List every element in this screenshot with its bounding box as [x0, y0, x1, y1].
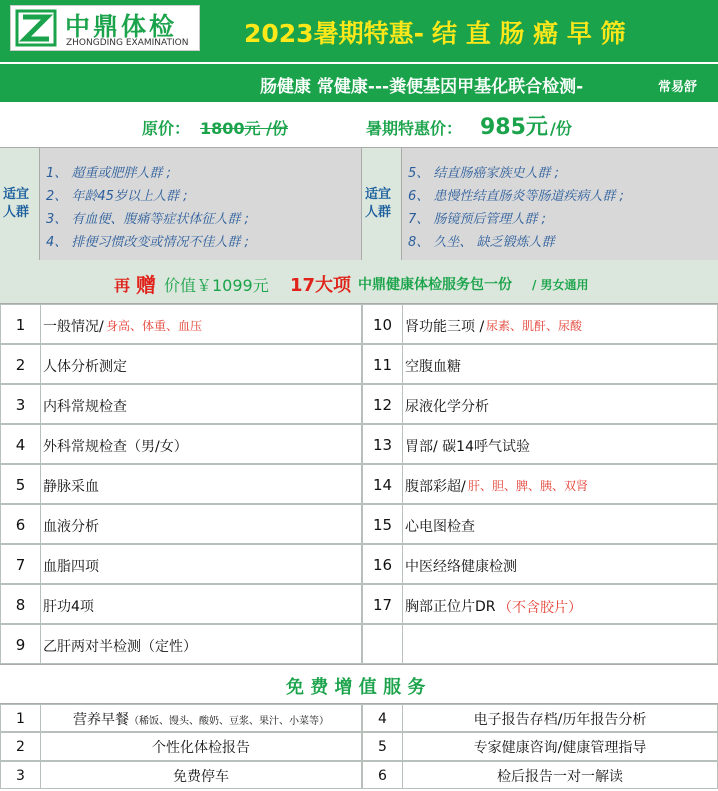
gift-value: 价值￥1099元	[164, 276, 269, 295]
service-row	[362, 704, 718, 732]
service-row	[0, 732, 362, 760]
service-number: 1	[1, 705, 41, 731]
item-number: 2	[1, 345, 41, 383]
gift-give: 赠	[136, 273, 156, 297]
service-row	[0, 704, 362, 732]
table-row	[362, 344, 718, 384]
service-number: 2	[1, 733, 41, 759]
item-number: 16	[363, 545, 403, 583]
sale-price-value: 985元	[480, 115, 548, 140]
service-row	[362, 761, 718, 789]
table-row	[0, 504, 362, 544]
item-label: 肝功4项	[43, 599, 94, 615]
price-row	[0, 102, 718, 148]
orig-price-value: 1800元 /份	[200, 119, 288, 138]
item-label: 乙肝两对半检测（定性）	[43, 639, 197, 655]
item-number: 15	[363, 505, 403, 543]
item-label: 静脉采血	[43, 479, 99, 495]
gift-count: 17大项	[290, 275, 352, 296]
item-label: 中医经络健康检测	[405, 559, 517, 575]
item-number: 13	[363, 425, 403, 463]
table-row	[0, 304, 362, 344]
item-label: 一般情况/	[43, 319, 104, 335]
table-row	[0, 544, 362, 584]
free-title-row	[0, 664, 718, 704]
suitable-item: 3、 有血便、腹痛等症状体征人群 ;	[46, 212, 249, 227]
suitable-label-left: 适宜 人群	[3, 187, 30, 220]
subtitle-main: 肠健康 常健康---粪便基因甲基化联合检测-	[260, 77, 584, 97]
banner-year: 2023暑期特惠-	[244, 19, 424, 48]
item-label: 肾功能三项 /	[405, 319, 485, 335]
item-number: 5	[1, 465, 41, 503]
logo-mark-icon	[15, 9, 59, 49]
table-row	[362, 544, 718, 584]
item-number: 7	[1, 545, 41, 583]
sale-price-unit: /份	[550, 119, 572, 138]
item-detail: 肝、胆、脾、胰、双肾	[468, 479, 589, 493]
item-label: 血脂四项	[43, 559, 99, 575]
item-number: 8	[1, 585, 41, 623]
gift-package: 中鼎健康体检服务包一份	[358, 277, 512, 293]
items-table	[0, 304, 718, 664]
item-label: 内科常规检查	[43, 399, 127, 415]
table-row	[0, 464, 362, 504]
item-number: 9	[1, 625, 41, 663]
item-label: 腹部彩超/	[405, 479, 466, 495]
item-label: 空腹血糖	[405, 359, 461, 375]
suitable-item: 1、 超重或肥胖人群 ;	[46, 166, 171, 181]
item-number: 11	[363, 345, 403, 383]
service-label: 检后报告一对一解读	[497, 768, 623, 785]
table-row	[0, 624, 362, 664]
suitable-label-right: 适宜 人群	[365, 187, 392, 220]
table-row	[0, 344, 362, 384]
orig-price-label: 原价：	[142, 119, 191, 138]
table-row	[362, 384, 718, 424]
suitable-item: 2、 年龄45岁以上人群 ;	[46, 189, 188, 204]
item-number: 17	[363, 585, 403, 623]
subtitle-tail: 常易舒	[658, 80, 698, 95]
item-number: 14	[363, 465, 403, 503]
item-label: 人体分析测定	[43, 359, 127, 375]
service-number: 6	[363, 762, 403, 788]
item-number: 10	[363, 305, 403, 343]
service-row	[0, 761, 362, 789]
table-row	[0, 584, 362, 624]
item-label: 心电图检查	[405, 519, 475, 535]
item-detail: 尿素、肌酐、尿酸	[486, 319, 583, 333]
empty-cell	[362, 624, 718, 664]
suitable-item: 6、 患慢性结直肠炎等肠道疾病人群 ;	[408, 189, 624, 204]
item-label: 血液分析	[43, 519, 99, 535]
item-label: 尿液化学分析	[405, 399, 489, 415]
service-label: 电子报告存档/历年报告分析	[473, 712, 647, 728]
item-number: 3	[1, 385, 41, 423]
service-label: 专家健康咨询/健康管理指导	[473, 740, 647, 757]
service-number: 5	[363, 733, 403, 759]
service-number: 4	[363, 705, 403, 731]
suitable-item: 8、 久坐、 缺乏锻炼人群	[408, 235, 555, 250]
item-label: 胃部/ 碳14呼气试验	[405, 439, 530, 455]
item-number: 12	[363, 385, 403, 423]
table-row	[0, 424, 362, 464]
logo-name: 中鼎体检	[65, 12, 178, 41]
service-label: 营养早餐	[73, 712, 129, 728]
table-row	[362, 424, 718, 464]
table-row	[362, 584, 718, 624]
suitable-item: 4、 排便习惯改变或情况不佳人群 ;	[46, 235, 249, 250]
table-row	[0, 384, 362, 424]
item-number: 1	[1, 305, 41, 343]
item-label: 外科常规检查（男/女）	[43, 439, 188, 455]
suitable-item: 7、 肠镜预后管理人群 ;	[408, 212, 546, 227]
free-title: 免 费 增 值 服 务	[286, 677, 426, 698]
service-detail: （稀饭、馒头、酸奶、豆浆、果汁、小菜等）	[129, 716, 329, 727]
logo-sub: ZHONGDING EXAMINATION	[66, 38, 189, 48]
gift-again: 再	[114, 276, 131, 295]
gift-row	[0, 260, 718, 304]
service-number: 3	[1, 762, 41, 788]
sale-price-label: 暑期特惠价：	[366, 119, 463, 138]
logo	[10, 5, 200, 51]
suitable-section	[0, 148, 718, 260]
item-detail: 身高、体重、血压	[106, 319, 203, 333]
item-detail: （不含胶片）	[498, 600, 582, 616]
item-label: 胸部正位片DR	[405, 599, 496, 615]
item-number: 6	[1, 505, 41, 543]
service-row	[362, 732, 718, 760]
empty-number-cell	[363, 625, 403, 663]
table-row	[362, 304, 718, 344]
banner-title: 结 直 肠 癌 早 筛	[432, 19, 626, 48]
service-label: 免费停车	[173, 768, 229, 785]
suitable-item: 5、 结直肠癌家族史人群 ;	[408, 166, 559, 181]
table-row	[362, 464, 718, 504]
service-label: 个性化体检报告	[152, 740, 250, 757]
table-row	[362, 504, 718, 544]
free-table	[0, 704, 718, 789]
item-number: 4	[1, 425, 41, 463]
gift-gender: / 男女通用	[532, 278, 589, 292]
